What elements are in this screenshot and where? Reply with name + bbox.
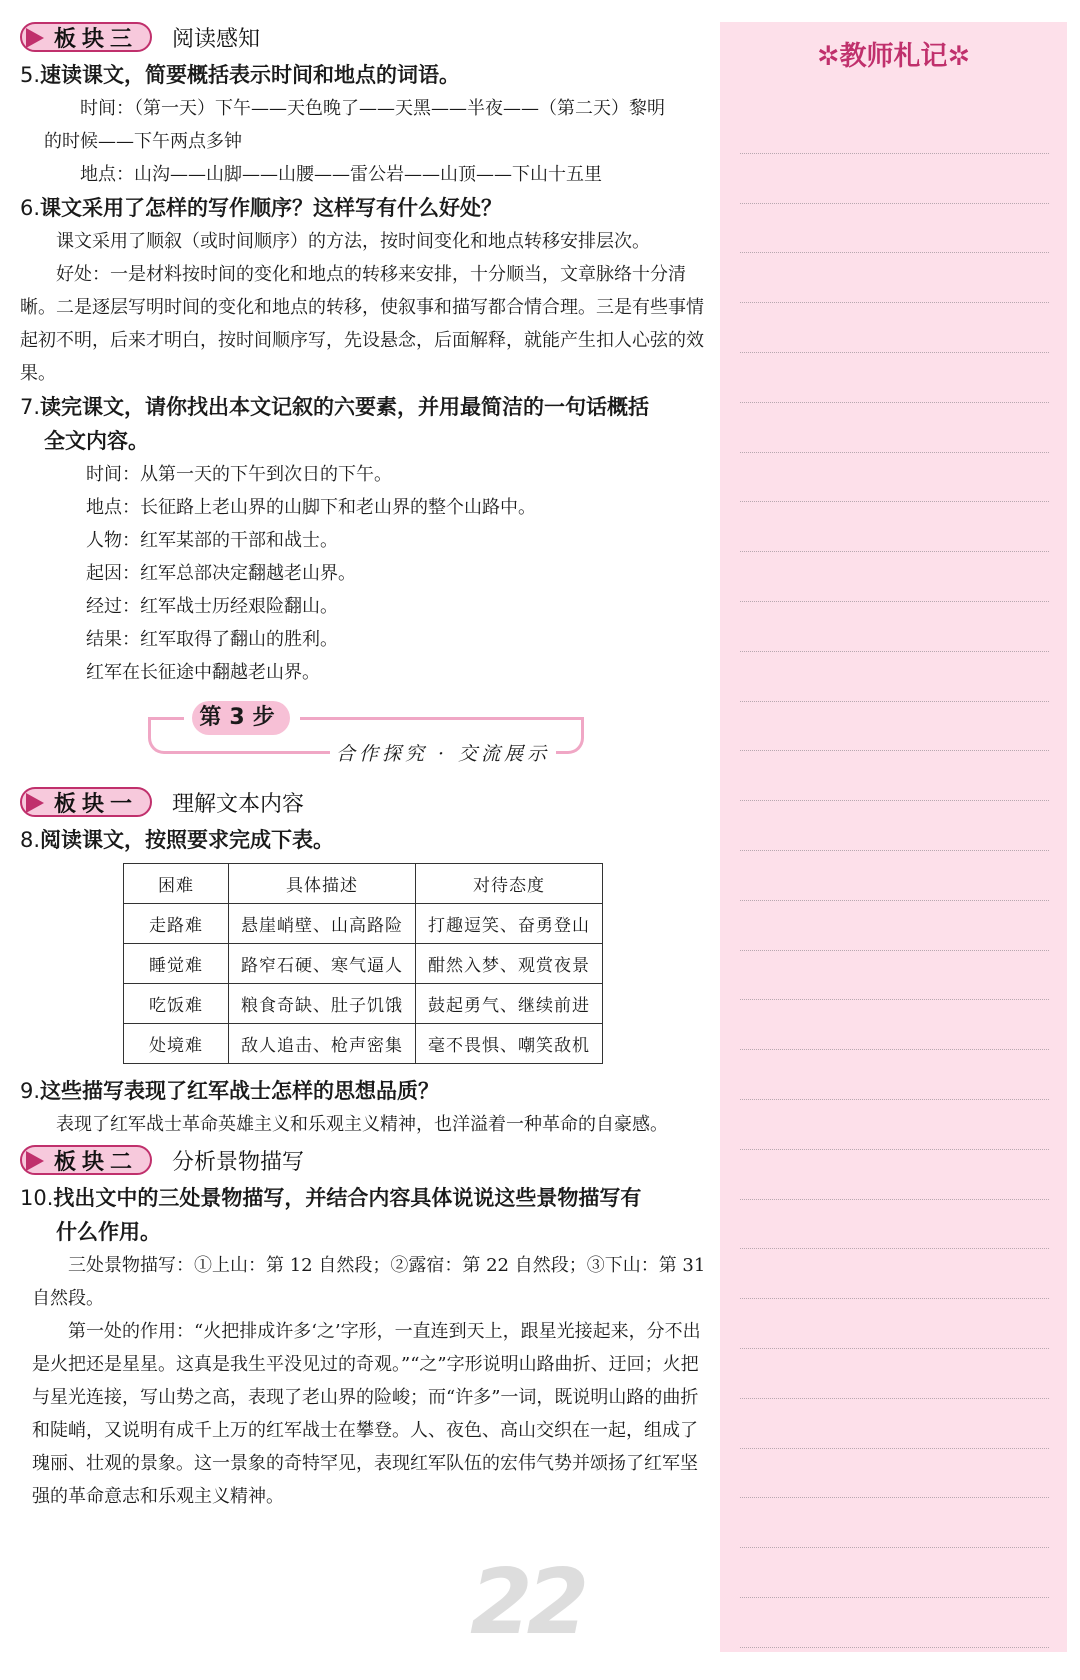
table-cell: 悬崖峭壁、山高路险 — [229, 904, 416, 944]
play-arrow-icon — [26, 28, 44, 48]
question-10-cont: 什么作用。 — [56, 1220, 161, 1244]
table-cell: 毫不畏惧、嘲笑敌机 — [416, 1024, 603, 1064]
answer-5-place: 地点：山沟——山脚——山腰——雷公岩——山顶——下山十五里 — [80, 164, 602, 185]
table-row — [124, 944, 603, 984]
table-cell: 鼓起勇气、继续前进 — [416, 984, 603, 1024]
table-header: 具体描述 — [229, 864, 416, 904]
question-8: 8.阅读课文，按照要求完成下表。 — [20, 828, 335, 852]
answer-7-process: 经过：红军战士历经艰险翻山。 — [86, 596, 338, 617]
play-arrow-icon — [26, 793, 44, 813]
answer-7-result: 结果：红军取得了翻山的胜利。 — [86, 629, 338, 650]
difficulty-table — [123, 863, 603, 1064]
teacher-notes-title: ✲教师札记✲ — [816, 41, 971, 72]
table-cell: 粮食奇缺、肚子饥饿 — [229, 984, 416, 1024]
answer-10-p1: 三处景物描写：①上山：第 12 自然段；②露宿：第 22 自然段；③下山：第 31 自然段。 — [32, 1255, 706, 1309]
table-header-row — [124, 864, 603, 904]
answer-10-p2: 第一处的作用：“火把排成许多‘之’字形，一直连到天上，跟星光接起来，分不出是火把还是星星。这真是我生平没见过的奇观。”“之”字形说明山路曲折、迂回；火把与星光连接，写山势之高，表现了老山界的险峻；而“许多”一词，既说明山路的曲折和陡峭，又说明有成千上万的红军战士在攀登。人、夜色、高山交织在一起，组成了瑰丽、壮观的景象。这一景象的奇特罕见，表现红军队伍的宏伟气势并颂扬了红军坚强的革命意志和乐观主义精神。 — [32, 1321, 701, 1507]
answer-5-time: 时间：（第一天）下午——天色晚了——天黑——半夜——（第二天）黎明 — [80, 98, 665, 119]
section-title: 理解文本内容 — [172, 791, 305, 817]
question-6: 6.课文采用了怎样的写作顺序？这样写有什么好处？ — [20, 196, 503, 220]
section-tag-label: 板块三 — [54, 26, 139, 52]
question-7: 7.读完课文，请你找出本文记叙的六要素，并用最简洁的一句话概括 — [20, 395, 650, 419]
table-cell: 打趣逗笑、奋勇登山 — [416, 904, 603, 944]
step-subtitle: 合作探究 · 交流展示 — [330, 739, 556, 766]
answer-7-time: 时间：从第一天的下午到次日的下午。 — [86, 464, 392, 485]
table-cell: 酣然入梦、观赏夜景 — [416, 944, 603, 984]
section-header-2 — [20, 1141, 710, 1179]
table-cell: 吃饭难 — [124, 984, 229, 1024]
answer-7-place: 地点：长征路上老山界的山脚下和老山界的整个山路中。 — [86, 497, 536, 518]
section-title: 阅读感知 — [172, 26, 261, 52]
table-cell: 走路难 — [124, 904, 229, 944]
section-header-3 — [20, 18, 710, 56]
answer-6-p1: 课文采用了顺叙（或时间顺序）的方法，按时间变化和地点转移安排层次。 — [56, 231, 650, 252]
section-title: 分析景物描写 — [172, 1149, 305, 1175]
question-10: 10.找出文中的三处景物描写，并结合内容具体说说这些景物描写有 — [20, 1186, 642, 1210]
note-lines — [740, 104, 1049, 1648]
step-label: 第3步 — [192, 701, 290, 735]
question-7-cont: 全文内容。 — [44, 429, 149, 453]
section-header-1 — [20, 783, 710, 821]
section-tag-label: 板块一 — [54, 791, 139, 817]
table-row — [124, 1024, 603, 1064]
section-tag — [20, 1145, 152, 1175]
answer-9: 表现了红军战士革命英雄主义和乐观主义精神，也洋溢着一种革命的自豪感。 — [56, 1114, 668, 1135]
teacher-notes-panel — [720, 22, 1067, 1652]
table-row — [124, 984, 603, 1024]
answer-6-p2: 好处：一是材料按时间的变化和地点的转移来安排，十分顺当，文章脉络十分清晰。二是逐层写明时间的变化和地点的转移，使叙事和描写都合情合理。三是有些事情起初不明，后来才明白，按时间顺序写，先设悬念，后面解释，就能产生扣人心弦的效果。 — [20, 264, 704, 384]
main-content — [20, 18, 710, 1513]
table-header: 对待态度 — [416, 864, 603, 904]
question-5: 5.速读课文，简要概括表示时间和地点的词语。 — [20, 63, 461, 87]
page-number: 22 — [470, 1550, 584, 1655]
answer-7-cause: 起因：红军总部决定翻越老山界。 — [86, 563, 356, 584]
answer-5-time-cont: 的时候——下午两点多钟 — [44, 131, 242, 152]
section-tag — [20, 22, 152, 52]
table-row — [124, 904, 603, 944]
table-cell: 路窄石硬、寒气逼人 — [229, 944, 416, 984]
question-9: 9.这些描写表现了红军战士怎样的思想品质？ — [20, 1079, 440, 1103]
table-header: 困难 — [124, 864, 229, 904]
play-arrow-icon — [26, 1151, 44, 1171]
section-tag-label: 板块二 — [54, 1149, 139, 1175]
step-banner — [20, 699, 710, 777]
table-cell: 处境难 — [124, 1024, 229, 1064]
table-cell: 敌人追击、枪声密集 — [229, 1024, 416, 1064]
table-cell: 睡觉难 — [124, 944, 229, 984]
answer-7-people: 人物：红军某部的干部和战士。 — [86, 530, 338, 551]
answer-7-summary: 红军在长征途中翻越老山界。 — [86, 662, 320, 683]
section-tag — [20, 787, 152, 817]
